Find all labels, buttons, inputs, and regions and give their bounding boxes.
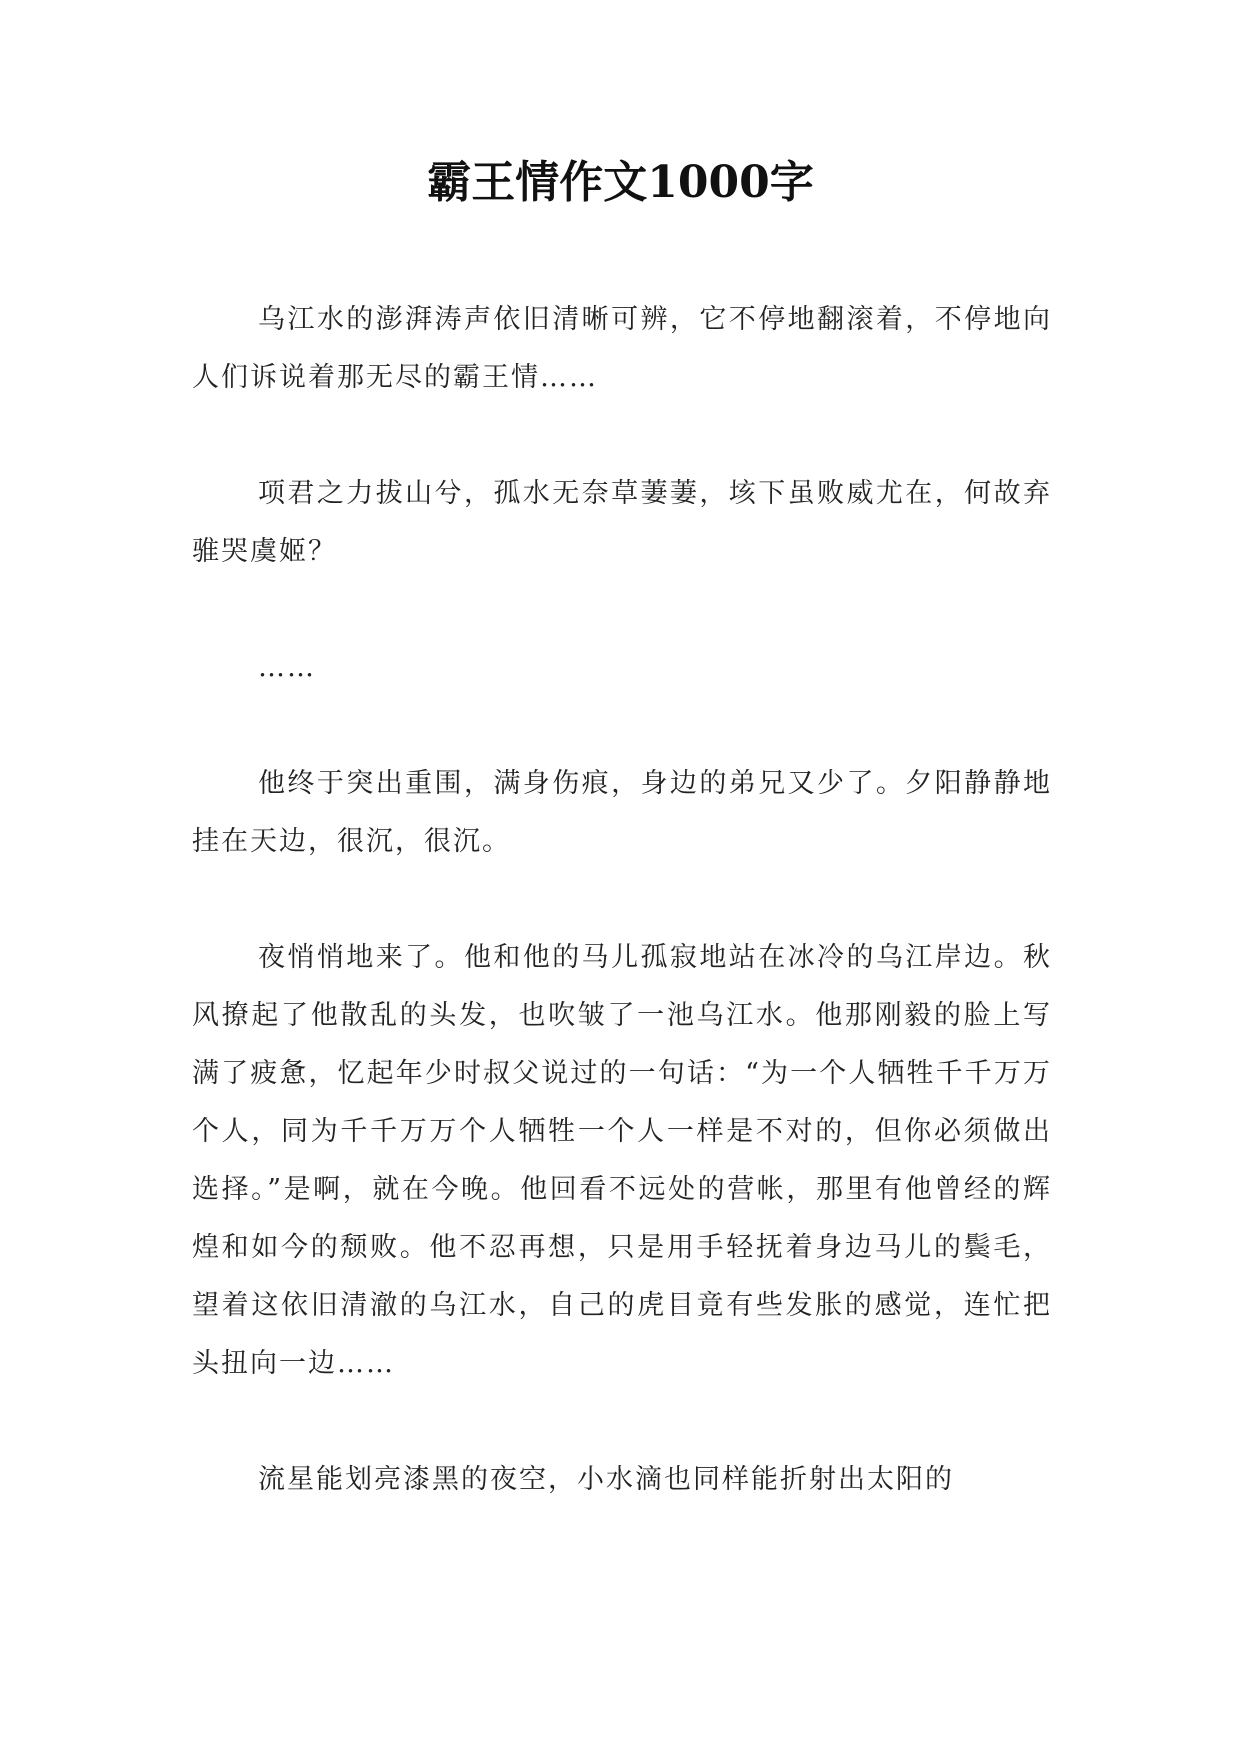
paragraph-1: 乌江水的澎湃涛声依旧清晰可辨，它不停地翻滚着，不停地向人们诉说着那无尽的霸王情…… <box>192 304 1052 393</box>
paragraph-5: 夜悄悄地来了。他和他的马儿孤寂地站在冰冷的乌江岸边。秋风撩起了他散乱的头发，也吹皱了一池乌江水。他那刚毅的脸上写满了疲惫，忆起年少时叔父说过的一句话：“为一个人牺牲千千万万个人，同为千千万万个人牺牲一个人一样是不对的，但你必须做出选择。”是啊，就在今晚。他回看不远处的营帐，那里有他曾经的辉煌和如今的颓败。他不忍再想，只是用手轻抚着身边马儿的鬓毛，望着这依旧清澈的乌江水，自己的虎目竟有些发胀的感觉，连忙把头扭向一边…… <box>192 942 1052 1379</box>
paragraph-6: 流星能划亮漆黑的夜空，小水滴也同样能折射出太阳的 <box>258 1464 954 1495</box>
paragraph-4: 他终于突出重围，满身伤痕，身边的弟兄又少了。夕阳静静地挂在天边，很沉，很沉。 <box>192 768 1052 857</box>
document-title: 霸王情作文1000字 <box>427 157 814 208</box>
paragraph-2: 项君之力拔山兮，孤水无奈草萋萋，垓下虽败威尤在，何故弃骓哭虞姬？ <box>192 478 1052 567</box>
paragraph-3-ellipsis: …… <box>258 652 316 683</box>
document-body <box>192 291 1052 1567</box>
